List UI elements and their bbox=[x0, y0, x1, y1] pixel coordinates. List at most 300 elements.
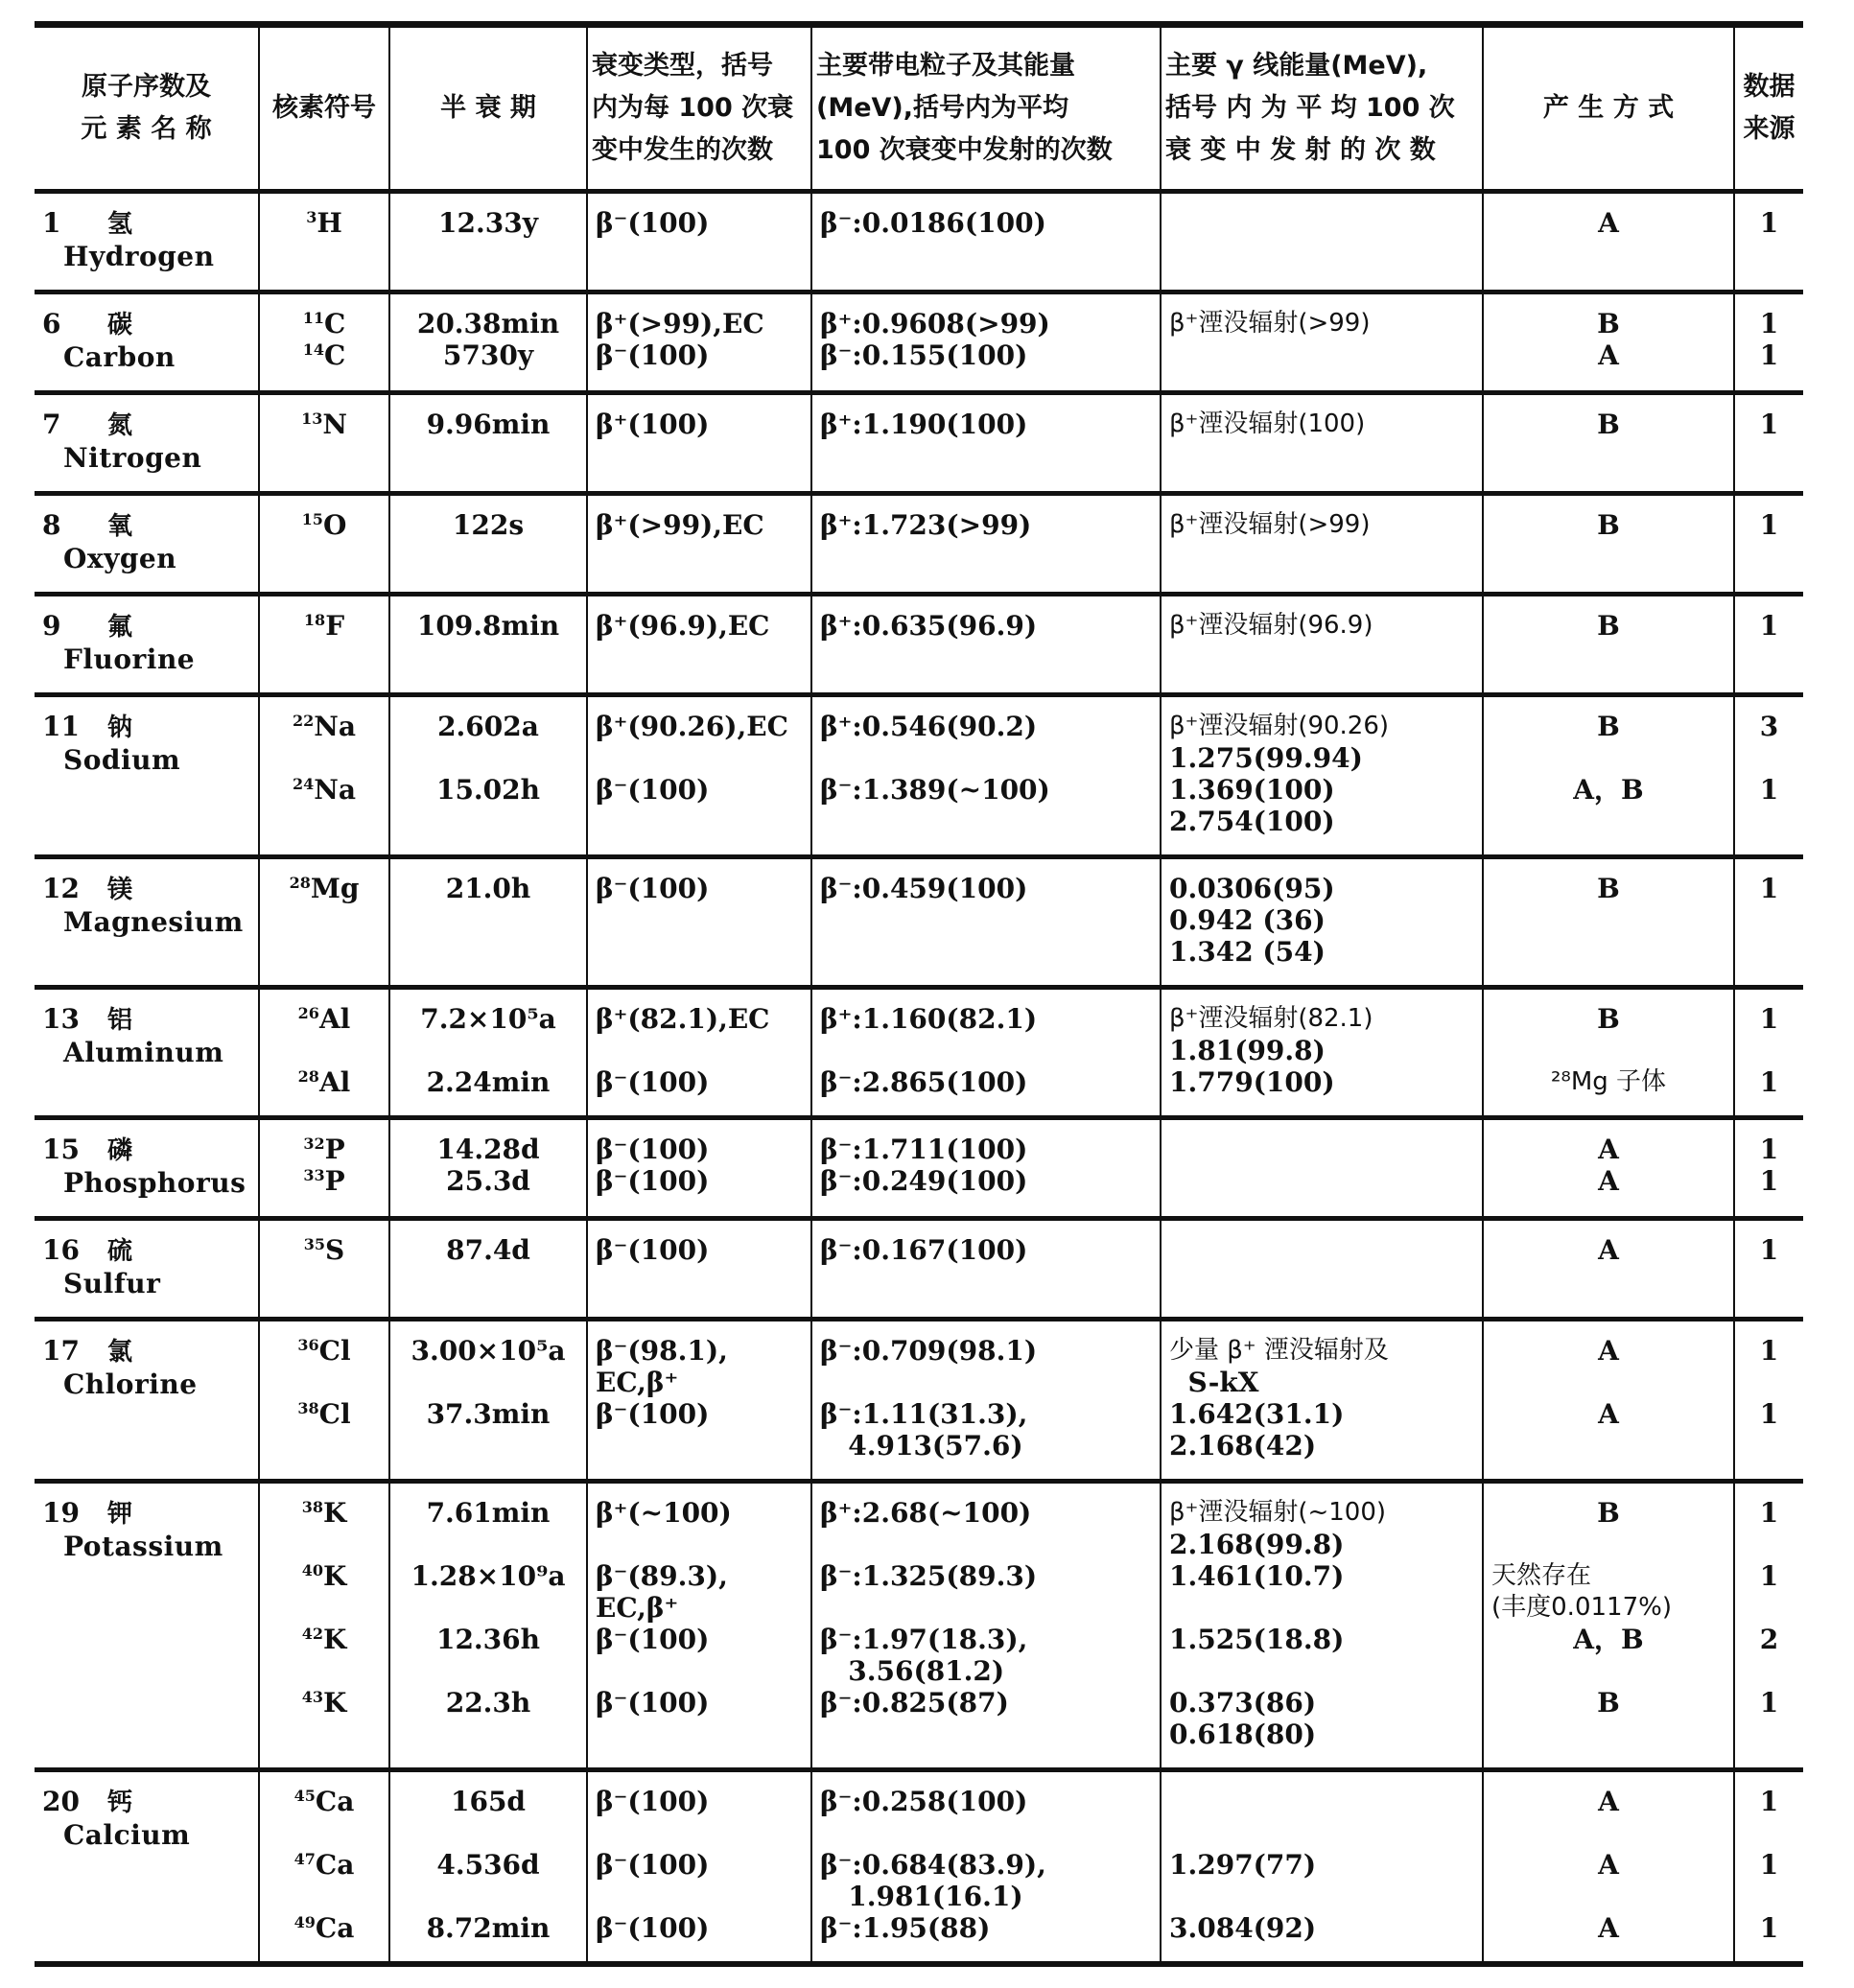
production-cell bbox=[1483, 1770, 1734, 1965]
decay-type-value: β⁻(100) bbox=[596, 873, 710, 904]
nuclide-symbol bbox=[268, 774, 381, 806]
element-name-zh: 钙 bbox=[107, 1789, 133, 1817]
spacer bbox=[1491, 1655, 1725, 1687]
element-symbol: O bbox=[322, 509, 347, 541]
element-cell-content bbox=[35, 1321, 258, 1417]
atomic-number: 11 bbox=[42, 711, 80, 742]
nuclide-cell bbox=[259, 494, 389, 595]
spacer bbox=[1743, 904, 1795, 936]
source-cell-content bbox=[1735, 596, 1803, 659]
production-method: A，B bbox=[1573, 1624, 1644, 1655]
nuclide-cell bbox=[259, 1219, 389, 1320]
element-symbol: K bbox=[322, 1497, 347, 1529]
source-cell-content bbox=[1735, 697, 1803, 854]
charged-particle-cell bbox=[811, 1770, 1161, 1965]
gamma-cell-content bbox=[1162, 1221, 1482, 1283]
nuclide-cell-content bbox=[260, 1321, 388, 1479]
atomic-number: 19 bbox=[42, 1497, 80, 1529]
production-cell-content bbox=[1484, 294, 1733, 388]
spacer bbox=[1743, 1881, 1795, 1912]
header-particles-line: 主要带电粒子及其能量 bbox=[816, 51, 1075, 81]
half-life-cell-content bbox=[390, 1120, 586, 1214]
charged-particle-cell-content bbox=[812, 496, 1160, 558]
decay-type-cell-content bbox=[588, 1772, 810, 1961]
spacer bbox=[398, 1529, 578, 1560]
particle-energy-value: β⁻:0.249(100) bbox=[820, 1165, 1028, 1197]
atomic-number: 15 bbox=[42, 1134, 80, 1165]
nuclide-cell-content bbox=[260, 1120, 388, 1214]
header-decay-line: 衰变类型，括号 bbox=[592, 51, 773, 81]
source-cell bbox=[1734, 595, 1803, 695]
particle-energy-value: β⁻:2.865(100) bbox=[820, 1066, 1028, 1098]
charged-particle-cell-content bbox=[812, 395, 1160, 457]
spacer bbox=[268, 1529, 381, 1560]
element-symbol: Cl bbox=[318, 1335, 351, 1367]
half-life-cell bbox=[389, 1320, 587, 1482]
gamma-energy-value bbox=[1169, 1786, 1474, 1817]
decay-type-value: β⁺(>99),EC bbox=[596, 509, 764, 541]
nuclide-cell bbox=[259, 1320, 389, 1482]
half-life-value: 109.8min bbox=[416, 610, 560, 642]
decay-type-cell bbox=[587, 393, 811, 494]
mass-number: 40 bbox=[301, 1561, 323, 1579]
half-life-cell-content bbox=[390, 194, 586, 256]
production-cell bbox=[1483, 292, 1734, 393]
source-cell bbox=[1734, 1482, 1803, 1770]
nuclide-symbol bbox=[268, 1687, 381, 1719]
half-life-cell bbox=[389, 595, 587, 695]
source-cell bbox=[1734, 1219, 1803, 1320]
charged-particle-cell-content bbox=[812, 859, 1160, 985]
spacer bbox=[398, 1367, 578, 1398]
element-name-zh: 氢 bbox=[107, 210, 133, 239]
particle-energy-value: β⁺:1.160(82.1) bbox=[820, 1003, 1038, 1035]
nuclide-symbol bbox=[268, 308, 381, 339]
decay-type-value: β⁻(100) bbox=[596, 1234, 710, 1266]
particle-energy-value: β⁺:2.68(~100) bbox=[820, 1497, 1032, 1529]
nuclide-symbol bbox=[268, 1066, 381, 1098]
element-symbol: Cl bbox=[318, 1398, 351, 1430]
production-cell bbox=[1483, 988, 1734, 1118]
element-symbol: Ca bbox=[315, 1849, 355, 1881]
half-life-cell-content bbox=[390, 1221, 586, 1283]
gamma-energy-value: 1.369(100) bbox=[1169, 774, 1335, 806]
element-symbol: S bbox=[325, 1234, 345, 1266]
production-cell bbox=[1483, 1482, 1734, 1770]
element-name-zh: 磷 bbox=[107, 1136, 133, 1165]
charged-particle-cell bbox=[811, 494, 1161, 595]
gamma-cell bbox=[1161, 1482, 1483, 1770]
spacer bbox=[398, 1430, 578, 1462]
decay-type-cell bbox=[587, 1219, 811, 1320]
half-life-cell bbox=[389, 1219, 587, 1320]
charged-particle-cell-content bbox=[812, 1484, 1160, 1767]
nuclide-cell-content bbox=[260, 1221, 388, 1283]
element-cell bbox=[35, 1219, 259, 1320]
element-cell bbox=[35, 595, 259, 695]
spacer bbox=[596, 806, 803, 837]
spacer bbox=[1491, 1430, 1725, 1462]
charged-particle-cell bbox=[811, 988, 1161, 1118]
particle-energy-value: β⁺:0.546(90.2) bbox=[820, 711, 1038, 742]
half-life-value: 87.4d bbox=[446, 1234, 530, 1266]
particle-energy-value: β⁺:1.190(100) bbox=[820, 409, 1028, 440]
element-symbol: C bbox=[323, 339, 346, 371]
half-life-cell-content bbox=[390, 697, 586, 854]
gamma-energy-value: β⁺湮没辐射(90.26) bbox=[1169, 712, 1390, 740]
element-name-zh: 氮 bbox=[107, 411, 133, 440]
spacer bbox=[1491, 1035, 1725, 1066]
gamma-energy-value: 1.642(31.1) bbox=[1169, 1398, 1345, 1430]
nuclide-cell bbox=[259, 292, 389, 393]
data-source-value: 1 bbox=[1759, 1849, 1779, 1881]
spacer bbox=[1491, 742, 1725, 774]
spacer bbox=[820, 1719, 1152, 1750]
source-cell bbox=[1734, 1770, 1803, 1965]
production-method: A bbox=[1598, 1335, 1619, 1367]
spacer bbox=[596, 1430, 803, 1462]
element-name-en: Sodium bbox=[63, 744, 181, 776]
nuclide-cell-content bbox=[260, 596, 388, 659]
half-life-value: 21.0h bbox=[445, 873, 531, 904]
production-cell-content bbox=[1484, 1484, 1733, 1767]
element-row bbox=[35, 1219, 1803, 1320]
source-cell bbox=[1734, 1118, 1803, 1219]
atomic-number: 13 bbox=[42, 1003, 80, 1035]
nuclide-cell-content bbox=[260, 1772, 388, 1961]
half-life-cell-content bbox=[390, 294, 586, 388]
decay-type-value: EC,β⁺ bbox=[596, 1367, 679, 1398]
nuclide-symbol bbox=[268, 1335, 381, 1367]
spacer bbox=[1743, 1655, 1795, 1687]
source-cell-content bbox=[1735, 496, 1803, 558]
production-method: (丰度0.0117%) bbox=[1491, 1593, 1672, 1622]
element-cell bbox=[35, 695, 259, 857]
gamma-energy-value: 少量 β⁺ 湮没辐射及 bbox=[1169, 1336, 1389, 1365]
nuclide-symbol bbox=[268, 509, 381, 541]
decay-type-cell-content bbox=[588, 596, 810, 659]
gamma-energy-value bbox=[1169, 1165, 1474, 1197]
production-cell bbox=[1483, 1320, 1734, 1482]
nuclide-cell bbox=[259, 988, 389, 1118]
mass-number: 24 bbox=[292, 775, 315, 793]
production-cell-content bbox=[1484, 1221, 1733, 1283]
charged-particle-cell bbox=[811, 192, 1161, 292]
spacer bbox=[268, 936, 381, 968]
nuclide-cell bbox=[259, 1482, 389, 1770]
source-cell-content bbox=[1735, 194, 1803, 256]
spacer bbox=[398, 1881, 578, 1912]
nuclide-cell bbox=[259, 595, 389, 695]
mass-number: 38 bbox=[297, 1399, 319, 1417]
production-cell bbox=[1483, 192, 1734, 292]
production-cell-content bbox=[1484, 1120, 1733, 1214]
decay-type-cell-content bbox=[588, 1484, 810, 1767]
charged-particle-cell bbox=[811, 695, 1161, 857]
production-method: B bbox=[1597, 873, 1620, 904]
data-source-value: 1 bbox=[1759, 1398, 1779, 1430]
spacer bbox=[1169, 1592, 1474, 1624]
nuclide-symbol bbox=[268, 1134, 381, 1165]
production-cell-content bbox=[1484, 1772, 1733, 1961]
element-cell bbox=[35, 1320, 259, 1482]
half-life-cell bbox=[389, 1482, 587, 1770]
spacer bbox=[1743, 1430, 1795, 1462]
spacer bbox=[596, 904, 803, 936]
nuclide-symbol bbox=[268, 1849, 381, 1881]
half-life-value: 22.3h bbox=[445, 1687, 531, 1719]
element-cell bbox=[35, 988, 259, 1118]
spacer bbox=[398, 1035, 578, 1066]
spacer bbox=[268, 1035, 381, 1066]
source-cell-content bbox=[1735, 1221, 1803, 1283]
production-cell bbox=[1483, 393, 1734, 494]
source-cell bbox=[1734, 1320, 1803, 1482]
gamma-energy-value bbox=[1169, 1234, 1474, 1266]
production-cell-content bbox=[1484, 496, 1733, 558]
element-name-en: Nitrogen bbox=[63, 442, 202, 474]
gamma-energy-value: β⁺湮没辐射(96.9) bbox=[1169, 611, 1373, 640]
gamma-energy-value: 0.942 (36) bbox=[1169, 904, 1326, 936]
decay-type-cell-content bbox=[588, 697, 810, 854]
decay-type-value: EC,β⁺ bbox=[596, 1592, 679, 1624]
gamma-energy-value bbox=[1169, 339, 1474, 371]
spacer bbox=[596, 1817, 803, 1849]
nuclide-symbol bbox=[268, 1398, 381, 1430]
decay-type-value: β⁻(100) bbox=[596, 1912, 710, 1944]
element-cell-content bbox=[35, 1120, 258, 1216]
particle-energy-value: 4.913(57.6) bbox=[820, 1430, 1023, 1462]
spacer bbox=[1491, 1817, 1725, 1849]
mass-number: 47 bbox=[293, 1850, 316, 1868]
gamma-cell-content bbox=[1162, 990, 1482, 1115]
gamma-cell-content bbox=[1162, 496, 1482, 558]
nuclide-symbol bbox=[268, 1560, 381, 1592]
element-name-en: Oxygen bbox=[63, 543, 177, 574]
element-cell-content bbox=[35, 859, 258, 955]
mass-number: 14 bbox=[302, 340, 324, 359]
gamma-cell bbox=[1161, 695, 1483, 857]
gamma-cell bbox=[1161, 1770, 1483, 1965]
decay-type-value: β⁺(100) bbox=[596, 409, 710, 440]
decay-type-cell bbox=[587, 1482, 811, 1770]
element-cell-content bbox=[35, 395, 258, 491]
spacer bbox=[596, 936, 803, 968]
half-life-value: 15.02h bbox=[435, 774, 541, 806]
element-cell bbox=[35, 292, 259, 393]
charged-particle-cell bbox=[811, 1482, 1161, 1770]
gamma-energy-value bbox=[1169, 1134, 1474, 1165]
element-symbol: Al bbox=[318, 1003, 351, 1035]
header-row bbox=[35, 28, 1803, 192]
spacer bbox=[1491, 936, 1725, 968]
header-decay-line: 变中发生的次数 bbox=[592, 135, 773, 165]
element-row bbox=[35, 192, 1803, 292]
production-cell bbox=[1483, 595, 1734, 695]
data-source-value: 1 bbox=[1759, 339, 1779, 371]
nuclide-symbol bbox=[268, 1165, 381, 1197]
header-gamma bbox=[1161, 28, 1483, 192]
source-cell-content bbox=[1735, 1772, 1803, 1961]
mass-number: 33 bbox=[303, 1166, 325, 1184]
spacer bbox=[268, 1592, 381, 1624]
mass-number: 38 bbox=[301, 1498, 323, 1516]
spacer bbox=[398, 1719, 578, 1750]
element-name-zh: 氟 bbox=[107, 613, 133, 642]
header-decay-line: 内为每 100 次衰 bbox=[592, 93, 794, 123]
header-element-line: 元 素 名 称 bbox=[81, 114, 212, 144]
decay-type-cell bbox=[587, 192, 811, 292]
charged-particle-cell bbox=[811, 1118, 1161, 1219]
data-source-value: 1 bbox=[1759, 1335, 1779, 1367]
half-life-cell-content bbox=[390, 1321, 586, 1479]
decay-type-cell bbox=[587, 494, 811, 595]
decay-type-value: β⁻(100) bbox=[596, 1624, 710, 1655]
gamma-energy-value: 1.297(77) bbox=[1169, 1849, 1317, 1881]
element-cell-content bbox=[35, 990, 258, 1086]
decay-type-cell bbox=[587, 595, 811, 695]
header-decay-type bbox=[587, 28, 811, 192]
charged-particle-cell bbox=[811, 1219, 1161, 1320]
gamma-cell-content bbox=[1162, 1321, 1482, 1479]
particle-energy-value: β⁻:1.389(~100) bbox=[820, 774, 1050, 806]
spacer bbox=[398, 936, 578, 968]
nuclide-cell-content bbox=[260, 990, 388, 1115]
spacer bbox=[1743, 1817, 1795, 1849]
element-cell bbox=[35, 192, 259, 292]
half-life-value: 165d bbox=[450, 1786, 527, 1817]
spacer bbox=[1169, 1655, 1474, 1687]
gamma-cell bbox=[1161, 393, 1483, 494]
gamma-cell bbox=[1161, 988, 1483, 1118]
gamma-energy-value bbox=[1169, 207, 1474, 239]
spacer bbox=[268, 1367, 381, 1398]
spacer bbox=[1491, 1367, 1725, 1398]
source-cell-content bbox=[1735, 294, 1803, 388]
production-method: A bbox=[1598, 1912, 1619, 1944]
production-cell bbox=[1483, 695, 1734, 857]
half-life-cell-content bbox=[390, 596, 586, 659]
element-row bbox=[35, 1320, 1803, 1482]
header-element bbox=[35, 28, 259, 192]
spacer bbox=[268, 1655, 381, 1687]
element-name-en: Sulfur bbox=[63, 1268, 161, 1299]
source-cell-content bbox=[1735, 990, 1803, 1115]
half-life-value: 12.36h bbox=[435, 1624, 541, 1655]
nuclide-symbol bbox=[268, 873, 381, 904]
charged-particle-cell-content bbox=[812, 194, 1160, 256]
element-cell bbox=[35, 1770, 259, 1965]
element-cell-content bbox=[35, 1221, 258, 1317]
atomic-number: 1 bbox=[42, 207, 61, 239]
element-cell bbox=[35, 1482, 259, 1770]
half-life-value: 5730y bbox=[442, 339, 534, 371]
gamma-cell bbox=[1161, 1320, 1483, 1482]
gamma-cell-content bbox=[1162, 194, 1482, 256]
mass-number: 26 bbox=[297, 1004, 319, 1022]
decay-type-cell bbox=[587, 988, 811, 1118]
data-source-value: 3 bbox=[1759, 711, 1779, 742]
half-life-cell bbox=[389, 192, 587, 292]
source-cell bbox=[1734, 988, 1803, 1118]
decay-type-value: β⁺(>99),EC bbox=[596, 308, 764, 339]
half-life-cell-content bbox=[390, 990, 586, 1115]
gamma-cell-content bbox=[1162, 395, 1482, 457]
nuclide-cell-content bbox=[260, 294, 388, 388]
nuclide-data-table bbox=[35, 28, 1803, 1967]
nuclide-symbol bbox=[268, 207, 381, 239]
spacer bbox=[268, 904, 381, 936]
decay-type-value: β⁻(100) bbox=[596, 774, 710, 806]
header-gamma-line: 衰 变 中 发 射 的 次 数 bbox=[1165, 135, 1436, 165]
gamma-cell bbox=[1161, 494, 1483, 595]
spacer bbox=[820, 936, 1152, 968]
source-cell bbox=[1734, 857, 1803, 988]
spacer bbox=[1491, 806, 1725, 837]
mass-number: 49 bbox=[293, 1913, 316, 1931]
spacer bbox=[268, 1881, 381, 1912]
source-cell-content bbox=[1735, 1120, 1803, 1214]
decay-type-cell-content bbox=[588, 1321, 810, 1479]
nuclide-cell bbox=[259, 1770, 389, 1965]
data-source-value: 1 bbox=[1759, 1560, 1779, 1592]
data-source-value: 1 bbox=[1759, 1003, 1779, 1035]
production-method: A bbox=[1598, 1134, 1619, 1165]
gamma-energy-value: 1.342 (54) bbox=[1169, 936, 1326, 968]
element-row bbox=[35, 695, 1803, 857]
half-life-value: 2.602a bbox=[437, 711, 539, 742]
atomic-number: 7 bbox=[42, 409, 61, 440]
gamma-energy-value: 0.373(86) bbox=[1169, 1687, 1317, 1719]
particle-energy-value: β⁻:0.258(100) bbox=[820, 1786, 1028, 1817]
element-name-en: Calcium bbox=[63, 1819, 191, 1851]
particle-energy-value: β⁻:1.11(31.3), bbox=[820, 1398, 1028, 1430]
production-method: A bbox=[1598, 1165, 1619, 1197]
element-symbol: Ca bbox=[315, 1786, 355, 1817]
half-life-value: 14.28d bbox=[436, 1134, 540, 1165]
decay-type-cell bbox=[587, 1118, 811, 1219]
production-method: B bbox=[1597, 610, 1620, 642]
source-cell bbox=[1734, 695, 1803, 857]
decay-type-cell-content bbox=[588, 859, 810, 985]
gamma-cell bbox=[1161, 292, 1483, 393]
half-life-value: 3.00×10⁵a bbox=[411, 1335, 566, 1367]
element-row bbox=[35, 1118, 1803, 1219]
spacer bbox=[820, 904, 1152, 936]
charged-particle-cell-content bbox=[812, 1221, 1160, 1283]
gamma-energy-value: 0.0306(95) bbox=[1169, 873, 1335, 904]
spacer bbox=[596, 1719, 803, 1750]
element-cell bbox=[35, 857, 259, 988]
decay-type-value: β⁻(100) bbox=[596, 1165, 710, 1197]
spacer bbox=[268, 806, 381, 837]
decay-type-cell-content bbox=[588, 1120, 810, 1214]
element-cell bbox=[35, 393, 259, 494]
decay-type-cell bbox=[587, 857, 811, 988]
element-cell-content bbox=[35, 294, 258, 390]
production-cell-content bbox=[1484, 194, 1733, 256]
charged-particle-cell bbox=[811, 292, 1161, 393]
production-method: B bbox=[1597, 308, 1620, 339]
decay-type-value: β⁻(100) bbox=[596, 1687, 710, 1719]
spacer bbox=[1743, 806, 1795, 837]
element-name-en: Magnesium bbox=[63, 906, 244, 938]
charged-particle-cell-content bbox=[812, 1321, 1160, 1479]
production-method: A bbox=[1598, 1849, 1619, 1881]
spacer bbox=[820, 806, 1152, 837]
half-life-cell bbox=[389, 857, 587, 988]
production-method: 天然存在 bbox=[1491, 1561, 1592, 1590]
